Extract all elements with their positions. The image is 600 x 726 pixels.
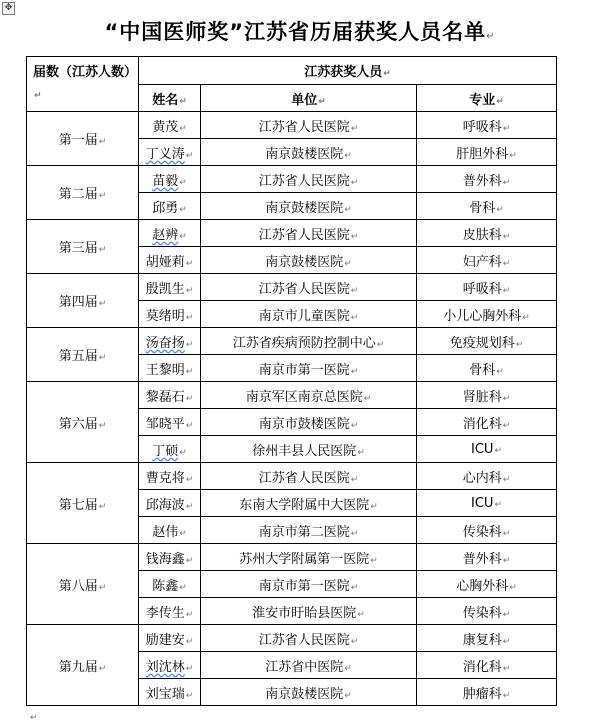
header-session <box>27 57 139 112</box>
session-cell <box>27 220 139 274</box>
session-cell <box>27 274 139 328</box>
table-body <box>27 112 557 706</box>
cell-end-mark-icon: ↵ <box>98 501 107 512</box>
table-row <box>27 625 557 652</box>
cell-end-mark-icon: ↵ <box>98 245 107 255</box>
unit-cell <box>201 382 417 409</box>
cell-end-mark-icon: ↵ <box>350 366 359 377</box>
unit-cell <box>201 463 417 490</box>
specialty-name: 普外科 <box>462 551 502 567</box>
cell-end-mark-icon: ↵ <box>98 191 107 201</box>
person-name: 刘宝瑞 <box>145 686 185 702</box>
unit-cell <box>201 247 417 274</box>
cell-end-mark-icon: ↵ <box>350 312 359 323</box>
cell-end-mark-icon: ↵ <box>509 582 517 593</box>
table-row <box>27 220 557 247</box>
specialty-name: 小儿心胸外科 <box>443 308 522 324</box>
unit-name: 江苏省人民医院 <box>258 470 350 486</box>
specialty-name: 骨科 <box>469 200 496 216</box>
name-cell <box>139 355 201 382</box>
name-cell <box>139 139 201 166</box>
cell-end-mark-icon: ↵ <box>383 69 391 79</box>
person-name: 刘沈林 <box>145 659 185 675</box>
session-label: 第五届 <box>58 349 98 364</box>
cell-end-mark-icon: ↵ <box>502 474 511 485</box>
table-row <box>27 328 557 355</box>
specialty-cell <box>417 166 557 193</box>
unit-cell <box>201 652 417 679</box>
specialty-cell <box>417 652 557 679</box>
cell-end-mark-icon: ↵ <box>350 420 359 431</box>
table-row <box>27 112 557 139</box>
header-name-text: 姓名 <box>152 92 179 108</box>
name-cell <box>139 463 201 490</box>
session-label: 第九届 <box>58 659 98 675</box>
cell-end-mark-icon: ↵ <box>179 528 187 539</box>
person-name: 丁硕 <box>152 443 179 459</box>
cell-end-mark-icon: ↵ <box>34 90 42 101</box>
person-name: 钱海鑫 <box>145 551 185 567</box>
person-name: 苗毅 <box>152 173 179 189</box>
unit-name: 苏州大学附属第一医院 <box>239 551 370 567</box>
name-cell <box>139 571 201 598</box>
cell-end-mark-icon: ↵ <box>509 150 517 161</box>
cell-end-mark-icon: ↵ <box>502 609 511 620</box>
unit-name: 南京鼓楼医院 <box>265 200 344 216</box>
header-name <box>139 85 201 112</box>
title-text: “中国医师奖”江苏省历届获奖人员名单 <box>104 20 487 44</box>
cell-end-mark-icon: ↵ <box>185 555 194 566</box>
cell-end-mark-icon: ↵ <box>344 690 352 701</box>
session-label: 第一届 <box>58 133 98 148</box>
table-row <box>27 463 557 490</box>
specialty-name: 肿瘤科 <box>462 686 502 702</box>
session-cell <box>27 544 139 625</box>
cell-end-mark-icon: ↵ <box>502 258 511 269</box>
cell-end-mark-icon: ↵ <box>350 231 359 242</box>
session-label: 第四届 <box>58 295 98 310</box>
cell-end-mark-icon: ↵ <box>522 312 530 323</box>
specialty-cell <box>417 679 557 706</box>
cell-end-mark-icon: ↵ <box>185 636 194 647</box>
cell-end-mark-icon: ↵ <box>502 285 511 296</box>
specialty-name: 呼吸科 <box>462 281 502 297</box>
cell-end-mark-icon: ↵ <box>502 555 511 566</box>
specialty-name: 消化科 <box>462 659 502 675</box>
person-name: 赵辨 <box>152 227 179 243</box>
unit-cell <box>201 166 417 193</box>
unit-name: 江苏省中医院 <box>265 659 344 675</box>
header-unit <box>201 85 417 112</box>
specialty-name: 骨科 <box>469 362 496 378</box>
unit-cell <box>201 139 417 166</box>
session-cell <box>27 328 139 382</box>
cell-end-mark-icon: ↵ <box>494 445 502 456</box>
name-cell <box>139 409 201 436</box>
specialty-cell <box>417 220 557 247</box>
specialty-cell <box>417 355 557 382</box>
cell-end-mark-icon: ↵ <box>179 177 187 188</box>
session-cell <box>27 166 139 220</box>
specialty-name: 呼吸科 <box>462 119 502 135</box>
unit-cell <box>201 517 417 544</box>
table-row <box>27 274 557 301</box>
winners-table <box>26 56 557 706</box>
cell-end-mark-icon: ↵ <box>185 663 194 674</box>
cell-end-mark-icon: ↵ <box>98 137 107 147</box>
unit-cell <box>201 328 417 355</box>
cell-end-mark-icon: ↵ <box>344 258 352 269</box>
unit-cell <box>201 436 417 463</box>
cell-end-mark-icon: ↵ <box>350 636 359 647</box>
cell-end-mark-icon: ↵ <box>376 339 385 350</box>
name-cell <box>139 598 201 625</box>
cell-end-mark-icon: ↵ <box>496 204 504 215</box>
specialty-name: 免疫规划科 <box>449 335 515 351</box>
cell-end-mark-icon: ↵ <box>185 420 194 431</box>
name-cell <box>139 166 201 193</box>
cell-end-mark-icon: ↵ <box>502 231 511 242</box>
cell-end-mark-icon: ↵ <box>494 499 502 510</box>
name-cell <box>139 544 201 571</box>
unit-name: 南京市第一医院 <box>258 578 350 594</box>
specialty-cell <box>417 490 557 517</box>
cell-end-mark-icon: ↵ <box>185 258 194 269</box>
unit-name: 南京市第一医院 <box>258 362 350 378</box>
specialty-cell <box>417 112 557 139</box>
name-cell <box>139 328 201 355</box>
person-name: 胡娅莉 <box>145 254 185 270</box>
unit-cell <box>201 112 417 139</box>
specialty-name: 肝胆外科 <box>456 146 509 162</box>
unit-name: 江苏省人民医院 <box>258 632 350 648</box>
cell-end-mark-icon: ↵ <box>98 582 107 593</box>
specialty-cell <box>417 409 557 436</box>
specialty-cell <box>417 436 557 463</box>
cell-end-mark-icon: ↵ <box>344 204 352 215</box>
unit-name: 江苏省人民医院 <box>258 119 350 135</box>
unit-cell <box>201 625 417 652</box>
cell-end-mark-icon: ↵ <box>179 231 187 242</box>
specialty-name: 传染科 <box>462 524 502 540</box>
cell-end-mark-icon: ↵ <box>350 528 359 539</box>
cell-end-mark-icon: ↵ <box>515 339 524 350</box>
specialty-name: 妇产科 <box>462 254 502 270</box>
unit-cell <box>201 355 417 382</box>
document-title <box>0 16 600 46</box>
session-cell <box>27 625 139 706</box>
table-row <box>27 382 557 409</box>
cell-end-mark-icon: ↵ <box>344 663 352 674</box>
cell-end-mark-icon: ↵ <box>370 501 378 512</box>
session-label: 第六届 <box>58 416 98 432</box>
unit-cell <box>201 193 417 220</box>
cell-end-mark-icon: ↵ <box>98 420 107 431</box>
header-group <box>139 57 557 85</box>
header-unit-text: 单位 <box>291 92 318 108</box>
name-cell <box>139 490 201 517</box>
unit-name: 东南大学附属中大医院 <box>239 497 370 513</box>
specialty-cell <box>417 517 557 544</box>
cell-end-mark-icon: ↵ <box>502 690 511 701</box>
name-cell <box>139 625 201 652</box>
specialty-cell <box>417 193 557 220</box>
session-label: 第八届 <box>58 578 98 594</box>
specialty-name: 心内科 <box>462 470 502 486</box>
cell-end-mark-icon: ↵ <box>357 447 365 458</box>
name-cell <box>139 112 201 139</box>
unit-name: 南京市鼓楼医院 <box>258 416 350 432</box>
person-name: 丁义涛 <box>145 146 185 162</box>
name-cell <box>139 382 201 409</box>
cell-end-mark-icon: ↵ <box>350 123 359 134</box>
cell-end-mark-icon: ↵ <box>98 663 107 674</box>
cell-end-mark-icon: ↵ <box>357 609 365 620</box>
unit-cell <box>201 598 417 625</box>
specialty-name: 皮肤科 <box>462 227 502 243</box>
cell-end-mark-icon: ↵ <box>318 96 326 107</box>
person-name: 黄茂 <box>152 119 179 135</box>
cell-end-mark-icon: ↵ <box>370 555 378 566</box>
session-cell <box>27 463 139 544</box>
session-cell <box>27 112 139 166</box>
name-cell <box>139 274 201 301</box>
cell-end-mark-icon: ↵ <box>185 366 194 377</box>
person-name: 黎磊石 <box>145 389 185 405</box>
cell-end-mark-icon: ↵ <box>179 447 187 458</box>
cell-end-mark-icon: ↵ <box>179 123 187 134</box>
cell-end-mark-icon: ↵ <box>502 636 511 647</box>
name-cell <box>139 679 201 706</box>
specialty-cell <box>417 598 557 625</box>
unit-name: 江苏省疾病预防控制中心 <box>232 335 376 351</box>
unit-name: 江苏省人民医院 <box>258 281 350 297</box>
specialty-cell <box>417 625 557 652</box>
cell-end-mark-icon: ↵ <box>179 204 187 215</box>
specialty-name: 心胸外科 <box>456 578 509 594</box>
cell-end-mark-icon: ↵ <box>185 339 194 350</box>
unit-name: 徐州丰县人民医院 <box>252 443 357 459</box>
cell-end-mark-icon: ↵ <box>98 353 107 363</box>
cell-end-mark-icon: ↵ <box>496 366 504 377</box>
specialty-name: 普外科 <box>462 173 502 189</box>
unit-name: 南京军区南京总医院 <box>245 389 363 405</box>
cell-end-mark-icon: ↵ <box>185 150 194 161</box>
person-name: 王黎明 <box>145 362 185 378</box>
paragraph-mark-icon: ↵ <box>30 713 38 723</box>
unit-name: 南京鼓楼医院 <box>265 254 344 270</box>
specialty-name: ICU <box>471 495 494 511</box>
specialty-cell <box>417 328 557 355</box>
header-specialty-text: 专业 <box>469 92 496 108</box>
unit-cell <box>201 544 417 571</box>
person-name: 莫绪明 <box>145 308 185 324</box>
specialty-cell <box>417 571 557 598</box>
cell-end-mark-icon: ↵ <box>179 582 187 593</box>
specialty-name: 康复科 <box>462 632 502 648</box>
unit-cell <box>201 274 417 301</box>
name-cell <box>139 193 201 220</box>
cell-end-mark-icon: ↵ <box>502 663 511 674</box>
specialty-cell <box>417 274 557 301</box>
cell-end-mark-icon: ↵ <box>98 299 107 309</box>
table-row <box>27 166 557 193</box>
cell-end-mark-icon: ↵ <box>179 96 187 107</box>
unit-name: 南京鼓楼医院 <box>265 146 344 162</box>
cell-end-mark-icon: ↵ <box>350 177 359 188</box>
session-cell <box>27 382 139 463</box>
person-name: 邹晓平 <box>145 416 185 432</box>
specialty-name: ICU <box>471 441 494 457</box>
specialty-cell <box>417 247 557 274</box>
cell-end-mark-icon: ↵ <box>185 285 194 296</box>
cell-end-mark-icon: ↵ <box>344 150 352 161</box>
cell-end-mark-icon: ↵ <box>185 312 194 323</box>
name-cell <box>139 436 201 463</box>
cell-end-mark-icon: ↵ <box>185 501 194 512</box>
cell-end-mark-icon: ↵ <box>502 420 511 431</box>
header-specialty <box>417 85 557 112</box>
unit-cell <box>201 571 417 598</box>
person-name: 励建安 <box>145 632 185 648</box>
person-name: 赵伟 <box>152 524 179 540</box>
unit-cell <box>201 220 417 247</box>
specialty-name: 消化科 <box>462 416 502 432</box>
name-cell <box>139 517 201 544</box>
unit-cell <box>201 679 417 706</box>
specialty-name: 传染科 <box>462 605 502 621</box>
cell-end-mark-icon: ↵ <box>496 96 504 107</box>
person-name: 李传生 <box>145 605 185 621</box>
unit-name: 江苏省人民医院 <box>258 173 350 189</box>
person-name: 邱勇 <box>152 200 179 216</box>
specialty-cell <box>417 301 557 328</box>
name-cell <box>139 652 201 679</box>
cell-end-mark-icon: ↵ <box>502 528 511 539</box>
cell-end-mark-icon: ↵ <box>185 393 194 404</box>
header-session-text: 届数（江苏人数） <box>33 64 138 80</box>
specialty-cell <box>417 463 557 490</box>
name-cell <box>139 247 201 274</box>
name-cell <box>139 220 201 247</box>
cell-end-mark-icon: ↵ <box>502 177 511 188</box>
person-name: 陈鑫 <box>152 578 179 594</box>
paragraph-mark-icon: ↵ <box>486 31 496 42</box>
unit-cell <box>201 490 417 517</box>
cell-end-mark-icon: ↵ <box>350 285 359 296</box>
name-cell <box>139 301 201 328</box>
specialty-name: 肾脏科 <box>462 389 502 405</box>
cell-end-mark-icon: ↵ <box>502 123 511 134</box>
cell-end-mark-icon: ↵ <box>185 474 194 485</box>
unit-name: 淮安市盱眙县医院 <box>252 605 357 621</box>
specialty-cell <box>417 382 557 409</box>
cell-end-mark-icon: ↵ <box>185 609 194 620</box>
specialty-cell <box>417 544 557 571</box>
cell-end-mark-icon: ↵ <box>350 582 359 593</box>
table-row <box>27 544 557 571</box>
unit-name: 南京市第二医院 <box>258 524 350 540</box>
person-name: 邱海波 <box>145 497 185 513</box>
specialty-cell <box>417 139 557 166</box>
table-move-handle-icon[interactable]: ✥ <box>2 2 15 15</box>
unit-name: 江苏省人民医院 <box>258 227 350 243</box>
cell-end-mark-icon: ↵ <box>502 393 511 404</box>
session-label: 第七届 <box>58 497 98 513</box>
person-name: 汤奋扬 <box>145 335 185 351</box>
unit-name: 南京市儿童医院 <box>258 308 350 324</box>
cell-end-mark-icon: ↵ <box>363 393 372 404</box>
header-group-text: 江苏获奖人员 <box>304 65 383 80</box>
session-label: 第三届 <box>58 241 98 256</box>
unit-name: 南京鼓楼医院 <box>265 686 344 702</box>
unit-cell <box>201 409 417 436</box>
person-name: 曹克将 <box>145 470 185 486</box>
session-label: 第二届 <box>58 187 98 202</box>
cell-end-mark-icon: ↵ <box>350 474 359 485</box>
person-name: 殷凯生 <box>145 281 185 297</box>
unit-cell <box>201 301 417 328</box>
cell-end-mark-icon: ↵ <box>185 690 194 701</box>
